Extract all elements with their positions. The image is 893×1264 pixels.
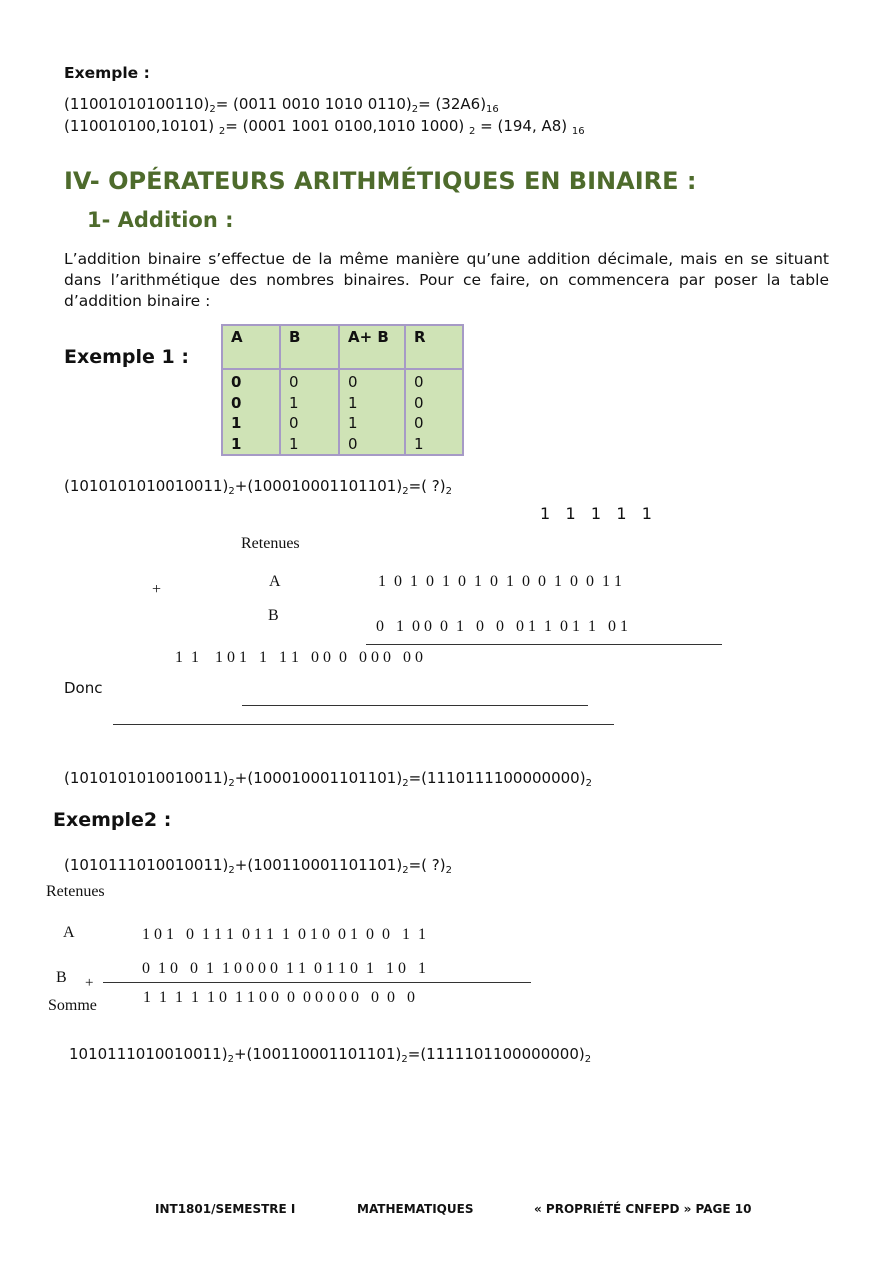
example-2-label: Exemple2 : [53, 809, 172, 831]
column-a-values: 0 0 1 1 [222, 369, 280, 455]
footer-page: « PROPRIÉTÉ CNFEPD » PAGE 10 [534, 1202, 752, 1216]
footer-subject: MATHEMATIQUES [357, 1202, 474, 1216]
donc-label: Donc [64, 679, 103, 697]
example-1-label: Exemple 1 : [64, 346, 189, 368]
sum-value-2: 1 1 1 1 1 0 1 1 0 0 0 0 0 0 0 0 0 0 0 [143, 989, 415, 1006]
header-a-plus-b: A+ B [339, 325, 405, 369]
binary-addition-table [221, 324, 464, 456]
operand-a-value: 1 0 1 0 1 0 1 0 1 0 0 1 0 0 1 1 [378, 573, 622, 590]
example-1-carries: 1 1 1 1 1 [540, 504, 652, 523]
example-2-result: $1010111010010011)_2+(100110001101101)_2=(1111101100000000)_2$ [69, 1045, 592, 1065]
plus-sign: + [152, 581, 162, 598]
sum-digits: 1 1 1 0 1 1 1 1 0 0 0 0 0 0 0 0 [175, 649, 423, 666]
answer-line-2 [113, 724, 614, 725]
header-r: R [405, 325, 463, 369]
operand-b-value: 0 1 0 0 0 1 0 0 0 1 1 0 1 1 0 1 [376, 618, 628, 635]
carries-label-2: Retenues [46, 883, 105, 900]
header-b: B [280, 325, 339, 369]
operand-b-label-2: B [56, 969, 67, 986]
column-b-values: 0 1 0 1 [280, 369, 339, 455]
example-1-result: $(1010101010010011)_2+(100010001101101)_2=(1110111100000000)_2$ [64, 769, 592, 789]
subsection-title: 1- Addition : [87, 208, 234, 232]
sum-rule [366, 644, 722, 645]
answer-line-1 [242, 705, 588, 706]
operand-b-label: B [268, 607, 279, 624]
example-2-question: $(1010111010010011)_2+(100110001101101)_2=$( $?)_2$ [64, 856, 452, 876]
addition-paragraph: L’addition binaire s’effectue de la même manière qu’une addition décimale, mais en se situant dans l’arithmétique des nombres binaires. Pour ce faire, on commencera par poser la table d’addition binaire : [64, 250, 829, 310]
operand-a-label-2: A [63, 924, 75, 941]
operand-b-value-2: 0 1 0 0 1 1 0 0 0 0 1 1 0 1 1 0 1 1 0 1 [142, 960, 426, 977]
section-title: IV- OPÉRATEURS ARITHMÉTIQUES EN BINAIRE : [64, 167, 697, 195]
plus-sign-2: + [85, 975, 94, 991]
footer-course: INT1801/SEMESTRE I [155, 1202, 296, 1216]
column-carry-values: 0 0 0 1 [405, 369, 463, 455]
example-1-question: $(1010101010010011)_2+(100010001101101)_2=$( $?)_2$ [64, 477, 452, 497]
conversion-line-2: (110010100,10101) $_2$= (0001 1001 0100,1010 1000) $_2$ = (194, A8) $_{16}$ [64, 117, 585, 137]
example-label: Exemple : [64, 64, 150, 82]
operand-a-value-2: 1 0 1 0 1 1 1 0 1 1 1 0 1 0 0 1 0 0 1 1 [142, 926, 426, 943]
sum-label-2: Somme [48, 997, 97, 1014]
conversion-line-1: $(11001010100110)_2= (0011$ 0010 1010 $0110)_2= (32A6)_{16}$ [64, 95, 499, 115]
header-a: A [222, 325, 280, 369]
operand-a-label: A [269, 573, 281, 590]
sum-rule-2 [103, 982, 531, 983]
carries-label: Retenues [241, 535, 300, 552]
column-sum-values: 0 1 1 0 [339, 369, 405, 455]
